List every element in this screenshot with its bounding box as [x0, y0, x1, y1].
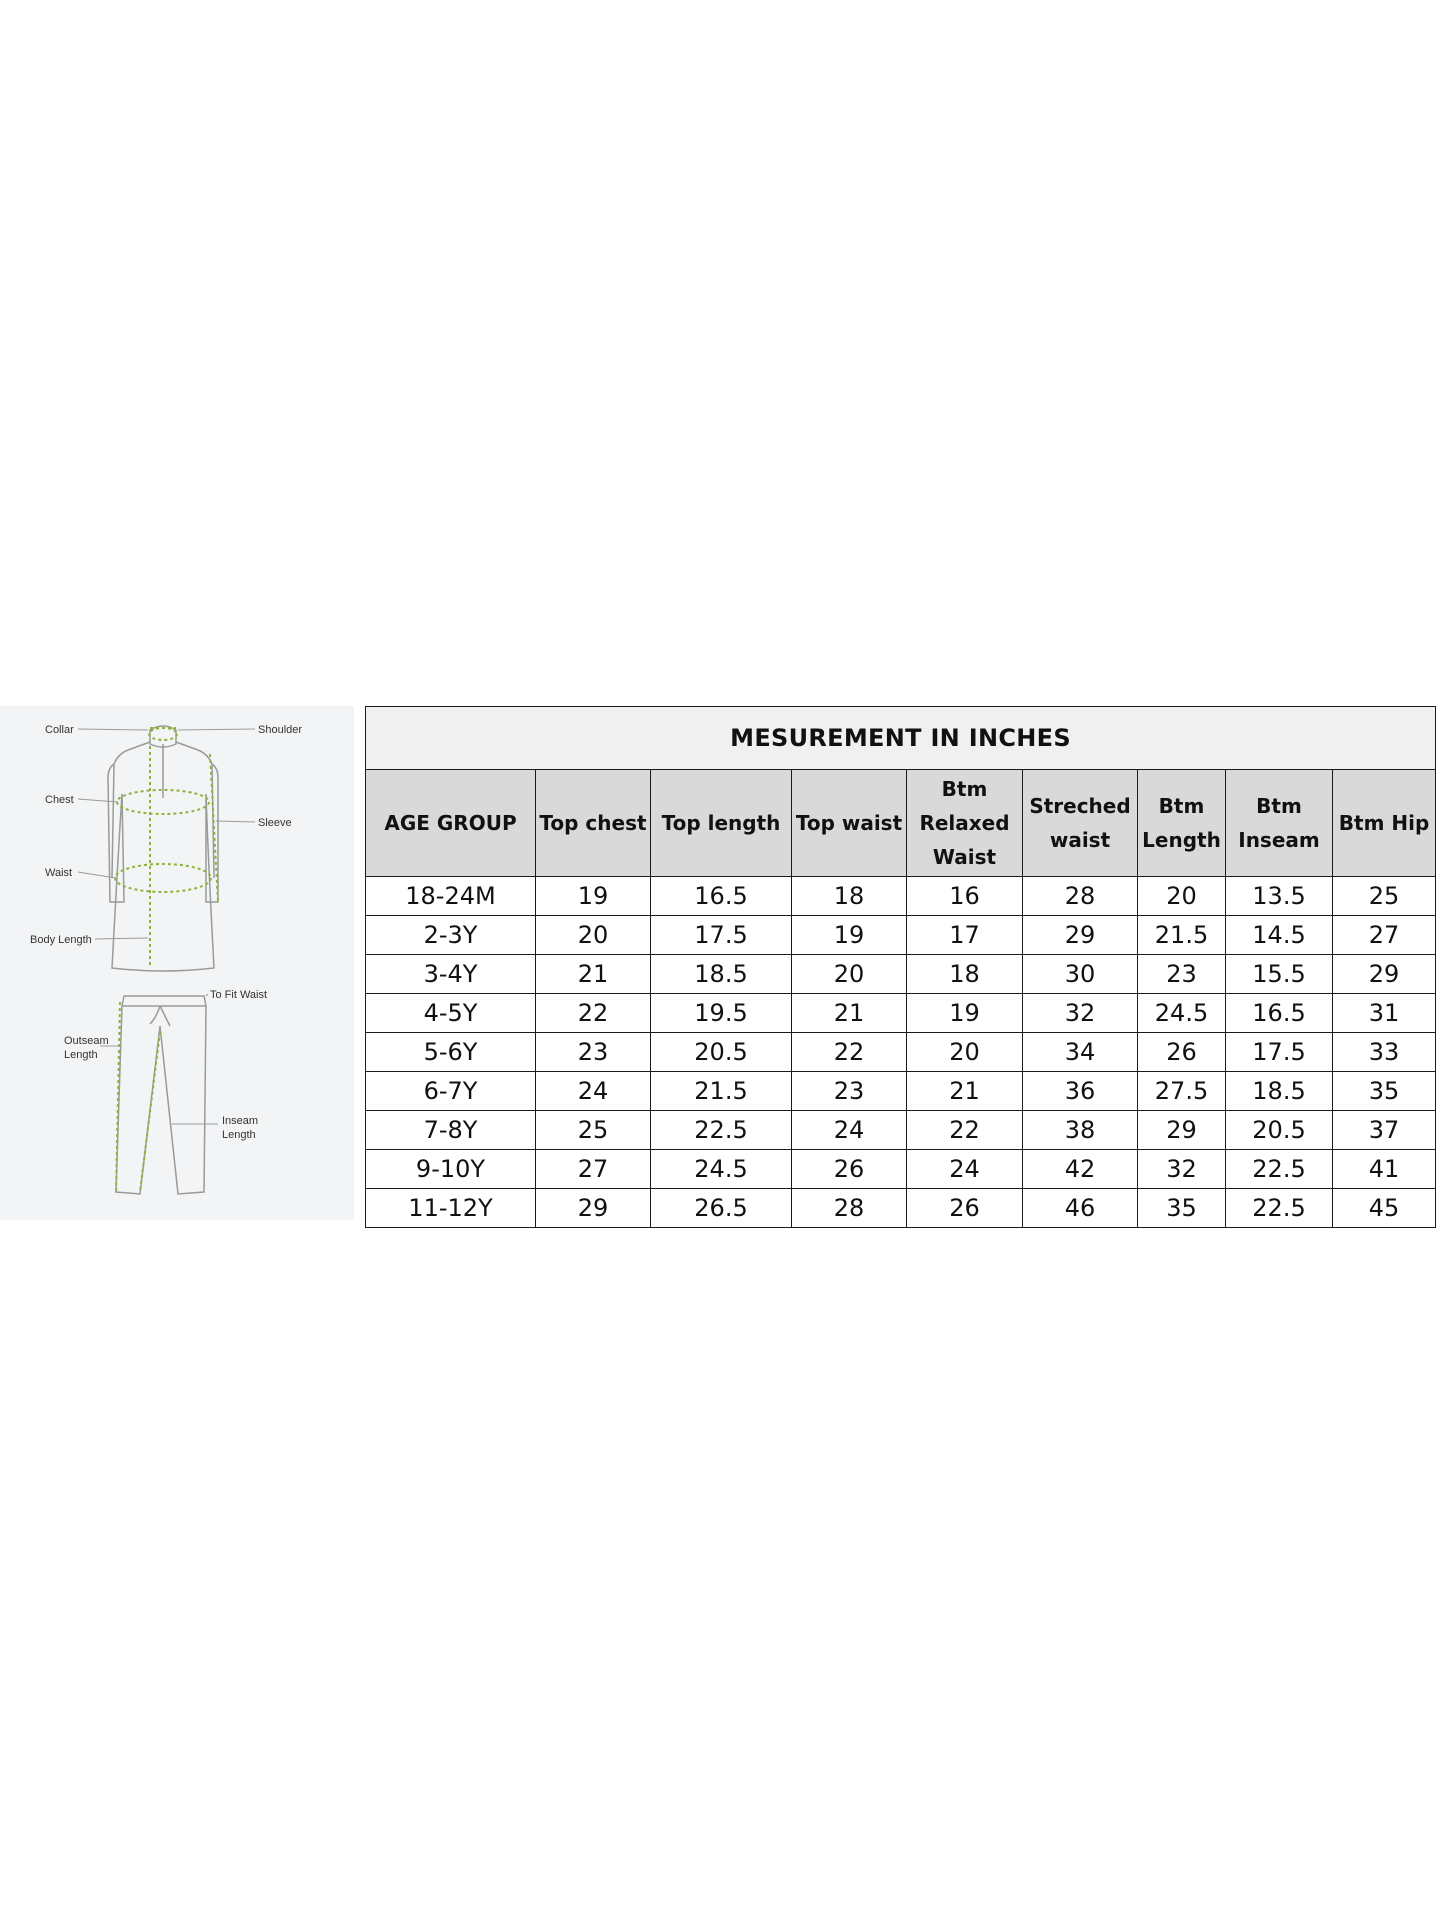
- table-cell: 21: [792, 994, 907, 1033]
- table-cell: 28: [1023, 877, 1138, 916]
- column-header: Btm Hip: [1333, 770, 1436, 877]
- table-cell: 19: [907, 994, 1023, 1033]
- table-cell: 17.5: [651, 916, 792, 955]
- table-cell: 26: [1138, 1033, 1226, 1072]
- table-cell: 21: [907, 1072, 1023, 1111]
- table-row: [366, 916, 1436, 955]
- table-cell: 4-5Y: [366, 994, 536, 1033]
- column-header: AGE GROUP: [366, 770, 536, 877]
- column-header: Btm Length: [1138, 770, 1226, 877]
- table-cell: 17.5: [1226, 1033, 1333, 1072]
- table-cell: 24: [907, 1150, 1023, 1189]
- table-cell: 18-24M: [366, 877, 536, 916]
- table-cell: 46: [1023, 1189, 1138, 1228]
- label-collar: Collar: [45, 724, 74, 736]
- table-row: [366, 1111, 1436, 1150]
- table-header-row: [366, 770, 1436, 877]
- table-cell: 45: [1333, 1189, 1436, 1228]
- table-cell: 38: [1023, 1111, 1138, 1150]
- table-cell: 23: [792, 1072, 907, 1111]
- table-cell: 32: [1023, 994, 1138, 1033]
- table-cell: 22: [907, 1111, 1023, 1150]
- table-cell: 20.5: [1226, 1111, 1333, 1150]
- label-outseam-line2: Length: [64, 1049, 98, 1061]
- table-cell: 29: [1023, 916, 1138, 955]
- label-inseam-line1: Inseam: [222, 1115, 259, 1127]
- label-body-length: Body Length: [30, 934, 92, 946]
- table-cell: 9-10Y: [366, 1150, 536, 1189]
- table-cell: 15.5: [1226, 955, 1333, 994]
- table-cell: 24.5: [1138, 994, 1226, 1033]
- table-cell: 20: [536, 916, 651, 955]
- table-cell: 24: [536, 1072, 651, 1111]
- table-cell: 25: [536, 1111, 651, 1150]
- kurta-pyjama-illustration: [0, 706, 354, 1220]
- label-outseam-line1: Outseam: [64, 1035, 109, 1047]
- label-chest: Chest: [45, 794, 74, 806]
- table-cell: 20.5: [651, 1033, 792, 1072]
- table-cell: 29: [1138, 1111, 1226, 1150]
- table-cell: 26: [907, 1189, 1023, 1228]
- table-cell: 3-4Y: [366, 955, 536, 994]
- table-cell: 18: [907, 955, 1023, 994]
- table-cell: 18.5: [1226, 1072, 1333, 1111]
- table-cell: 26: [792, 1150, 907, 1189]
- table-cell: 29: [1333, 955, 1436, 994]
- table-cell: 31: [1333, 994, 1436, 1033]
- table-cell: 25: [1333, 877, 1436, 916]
- table-cell: 2-3Y: [366, 916, 536, 955]
- table-cell: 22: [792, 1033, 907, 1072]
- table-cell: 5-6Y: [366, 1033, 536, 1072]
- table-title: MESUREMENT IN INCHES: [366, 707, 1436, 770]
- table-cell: 18.5: [651, 955, 792, 994]
- table-cell: 37: [1333, 1111, 1436, 1150]
- table-cell: 33: [1333, 1033, 1436, 1072]
- table-cell: 29: [536, 1189, 651, 1228]
- table-cell: 20: [1138, 877, 1226, 916]
- label-to-fit-waist: To Fit Waist: [210, 989, 268, 1001]
- table-cell: 21: [536, 955, 651, 994]
- label-leaders: [78, 729, 255, 1124]
- table-cell: 21.5: [1138, 916, 1226, 955]
- table-row: [366, 1033, 1436, 1072]
- table-cell: 18: [792, 877, 907, 916]
- table-cell: 21.5: [651, 1072, 792, 1111]
- table-cell: 19: [536, 877, 651, 916]
- table-cell: 23: [1138, 955, 1226, 994]
- table-cell: 14.5: [1226, 916, 1333, 955]
- table-cell: 22: [536, 994, 651, 1033]
- table-cell: 27.5: [1138, 1072, 1226, 1111]
- table-title-row: [366, 707, 1436, 770]
- table-cell: 16: [907, 877, 1023, 916]
- table-row: [366, 955, 1436, 994]
- kurta-outline: [108, 726, 218, 971]
- table-cell: 35: [1333, 1072, 1436, 1111]
- table-cell: 7-8Y: [366, 1111, 536, 1150]
- table-cell: 42: [1023, 1150, 1138, 1189]
- table-cell: 22.5: [651, 1111, 792, 1150]
- table-cell: 19: [792, 916, 907, 955]
- column-header: Btm Inseam: [1226, 770, 1333, 877]
- table-cell: 30: [1023, 955, 1138, 994]
- column-header: Top chest: [536, 770, 651, 877]
- table-cell: 26.5: [651, 1189, 792, 1228]
- table-cell: 16.5: [1226, 994, 1333, 1033]
- table-cell: 20: [907, 1033, 1023, 1072]
- table-cell: 34: [1023, 1033, 1138, 1072]
- column-header: Top length: [651, 770, 792, 877]
- table-cell: 17: [907, 916, 1023, 955]
- measurement-guides: [115, 728, 218, 1192]
- table-row: [366, 877, 1436, 916]
- table-cell: 22.5: [1226, 1150, 1333, 1189]
- table-cell: 27: [1333, 916, 1436, 955]
- column-header: Btm Relaxed Waist: [907, 770, 1023, 877]
- table-cell: 19.5: [651, 994, 792, 1033]
- table-cell: 41: [1333, 1150, 1436, 1189]
- table-row: [366, 1150, 1436, 1189]
- table-cell: 23: [536, 1033, 651, 1072]
- table-cell: 32: [1138, 1150, 1226, 1189]
- table-row: [366, 1189, 1436, 1228]
- size-chart-table: [365, 706, 1436, 1228]
- pyjama-outline: [116, 996, 206, 1194]
- table-cell: 27: [536, 1150, 651, 1189]
- label-sleeve: Sleeve: [258, 817, 292, 829]
- table-cell: 36: [1023, 1072, 1138, 1111]
- column-header: Top waist: [792, 770, 907, 877]
- table-cell: 13.5: [1226, 877, 1333, 916]
- table-cell: 16.5: [651, 877, 792, 916]
- table-row: [366, 994, 1436, 1033]
- table-cell: 20: [792, 955, 907, 994]
- table-cell: 22.5: [1226, 1189, 1333, 1228]
- label-shoulder: Shoulder: [258, 724, 303, 736]
- table-cell: 28: [792, 1189, 907, 1228]
- table-cell: 11-12Y: [366, 1189, 536, 1228]
- table-cell: 35: [1138, 1189, 1226, 1228]
- label-waist: Waist: [45, 867, 73, 879]
- table-row: [366, 1072, 1436, 1111]
- table-cell: 24.5: [651, 1150, 792, 1189]
- column-header: Streched waist: [1023, 770, 1138, 877]
- garment-measurement-diagram: [0, 706, 354, 1220]
- table-cell: 6-7Y: [366, 1072, 536, 1111]
- table-cell: 24: [792, 1111, 907, 1150]
- label-inseam-line2: Length: [222, 1129, 256, 1141]
